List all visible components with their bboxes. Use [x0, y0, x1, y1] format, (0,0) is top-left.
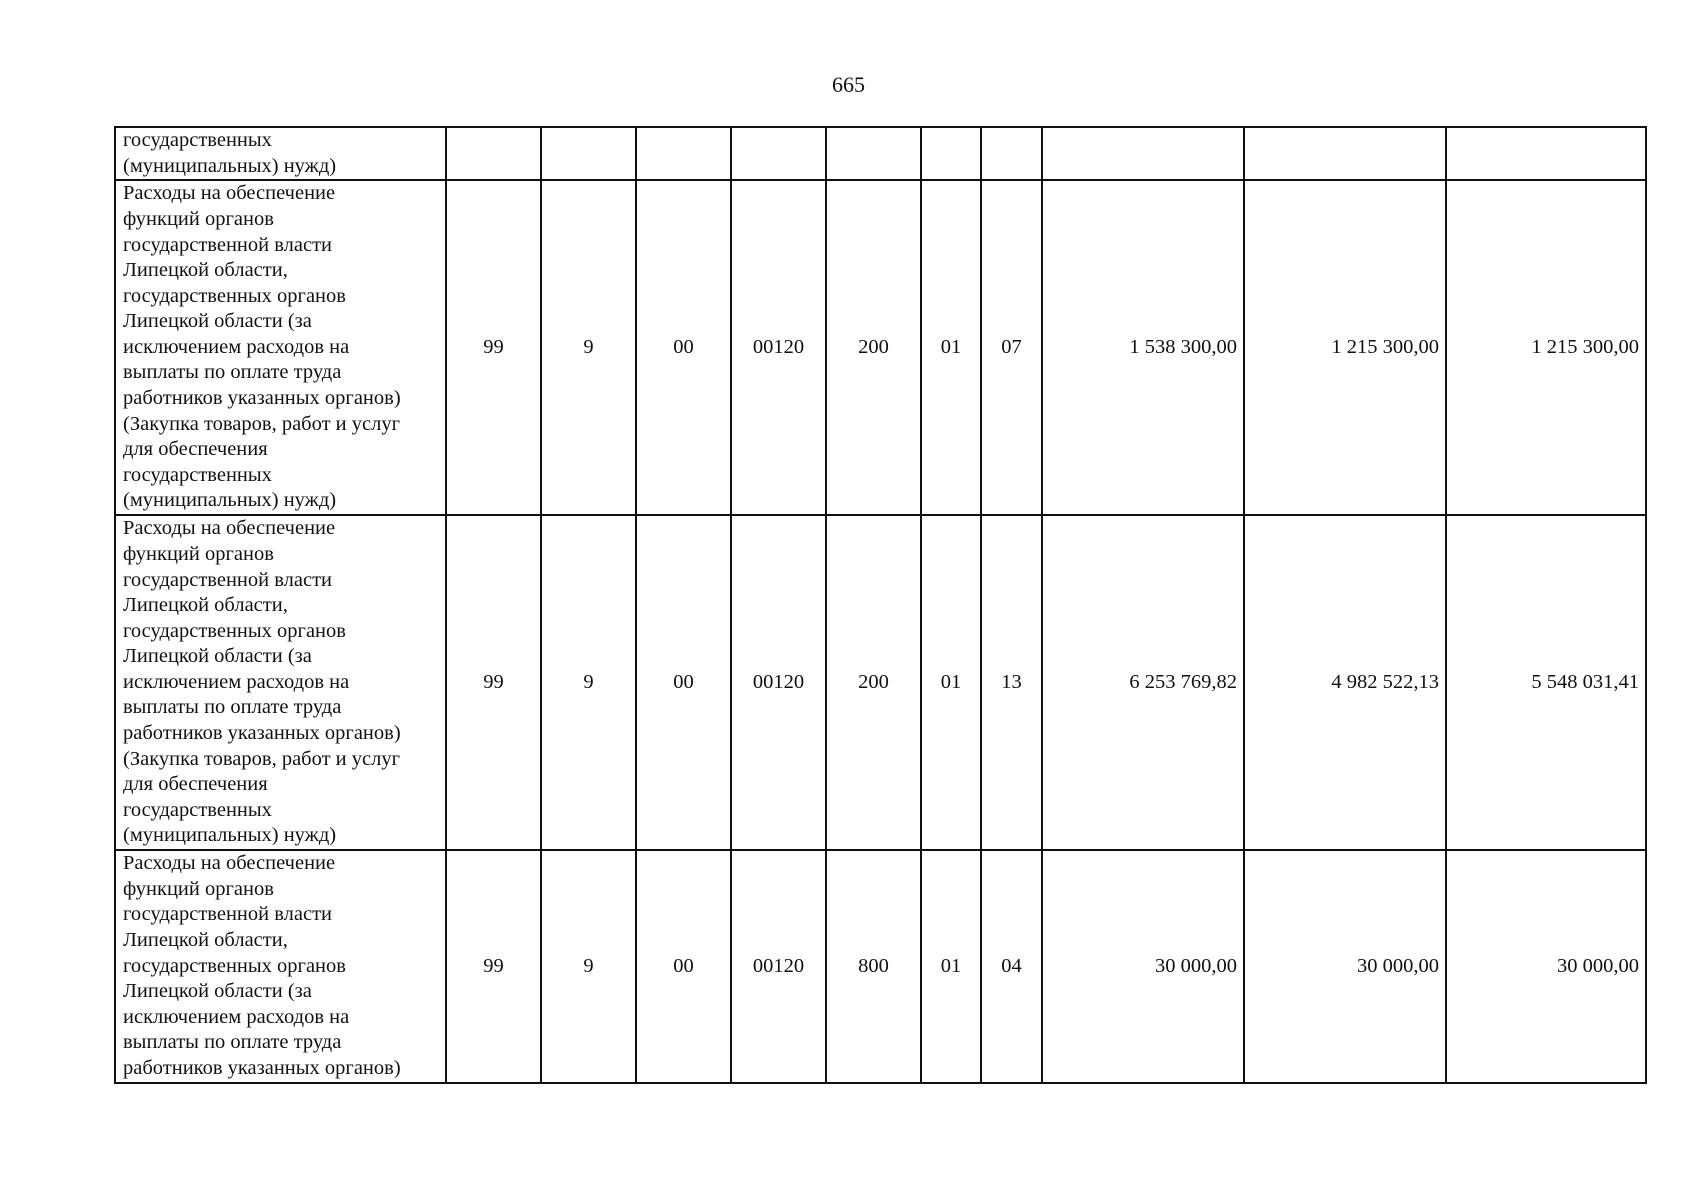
expense-type-code-cell: 800 [826, 850, 921, 1082]
section-code-cell: 01 [921, 180, 981, 515]
budget-table [114, 126, 1647, 1084]
program-code-cell: 99 [446, 850, 541, 1082]
amount-year-2-cell: 30 000,00 [1244, 850, 1446, 1082]
amount-year-3-cell [1446, 127, 1646, 180]
amount-year-3-cell: 30 000,00 [1446, 850, 1646, 1082]
subsection-code-cell: 07 [981, 180, 1042, 515]
direction-code-cell: 00120 [731, 850, 826, 1082]
table-row [115, 127, 1646, 180]
program-code-cell: 99 [446, 515, 541, 850]
subprogram-code-cell [541, 127, 636, 180]
amount-year-2-cell: 4 982 522,13 [1244, 515, 1446, 850]
subprogram-code-cell: 9 [541, 515, 636, 850]
subsection-code-cell [981, 127, 1042, 180]
table-row [115, 180, 1646, 515]
subsection-code-cell: 13 [981, 515, 1042, 850]
row-description: Расходы на обеспечение функций органов государственной власти Липецкой области, государственных органов Липецкой области (за исключением расходов на выплаты по оплате труда работников указанных органов) (Закупка товаров, работ и услуг для обеспечения государственных (муниципальных) нужд) [115, 515, 446, 850]
amount-year-1-cell: 30 000,00 [1042, 850, 1244, 1082]
amount-year-2-cell [1244, 127, 1446, 180]
subsection-code-cell: 04 [981, 850, 1042, 1082]
subprogram-code-cell: 9 [541, 180, 636, 515]
page-number: 665 [832, 72, 865, 97]
row-description: Расходы на обеспечение функций органов государственной власти Липецкой области, государственных органов Липецкой области (за исключением расходов на выплаты по оплате труда работников указанных органов) [115, 850, 446, 1082]
table-row [115, 515, 1646, 850]
expense-type-code-cell [826, 127, 921, 180]
direction-code-cell: 00120 [731, 515, 826, 850]
row-description: Расходы на обеспечение функций органов государственной власти Липецкой области, государственных органов Липецкой области (за исключением расходов на выплаты по оплате труда работников указанных органов) (Закупка товаров, работ и услуг для обеспечения государственных (муниципальных) нужд) [115, 180, 446, 515]
section-code-cell: 01 [921, 850, 981, 1082]
main-activity-code-cell: 00 [636, 180, 731, 515]
amount-year-1-cell: 1 538 300,00 [1042, 180, 1244, 515]
expense-type-code-cell: 200 [826, 515, 921, 850]
amount-year-2-cell: 1 215 300,00 [1244, 180, 1446, 515]
table-row [115, 850, 1646, 1082]
program-code-cell: 99 [446, 180, 541, 515]
amount-year-3-cell: 5 548 031,41 [1446, 515, 1646, 850]
program-code-cell [446, 127, 541, 180]
expense-type-code-cell: 200 [826, 180, 921, 515]
main-activity-code-cell: 00 [636, 850, 731, 1082]
main-activity-code-cell [636, 127, 731, 180]
subprogram-code-cell: 9 [541, 850, 636, 1082]
row-description: государственных (муниципальных) нужд) [115, 127, 446, 180]
amount-year-3-cell: 1 215 300,00 [1446, 180, 1646, 515]
amount-year-1-cell: 6 253 769,82 [1042, 515, 1244, 850]
direction-code-cell [731, 127, 826, 180]
direction-code-cell: 00120 [731, 180, 826, 515]
section-code-cell [921, 127, 981, 180]
main-activity-code-cell: 00 [636, 515, 731, 850]
amount-year-1-cell [1042, 127, 1244, 180]
section-code-cell: 01 [921, 515, 981, 850]
